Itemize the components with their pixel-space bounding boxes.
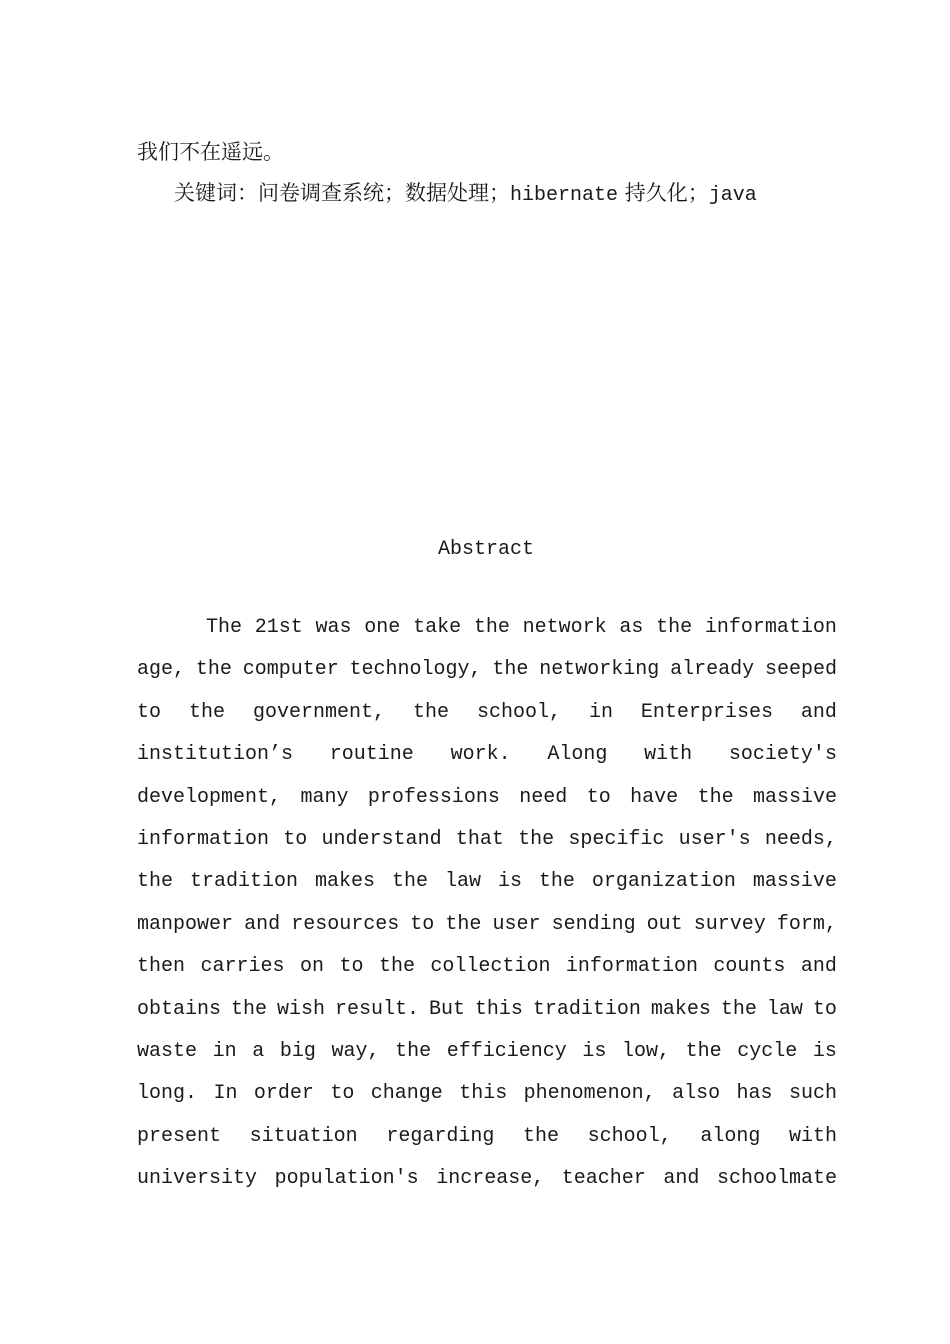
abstract-word: seeped — [764, 658, 837, 682]
abstract-word: was — [315, 616, 352, 639]
keywords-label: 关键词：问卷调查系统；数据处理； — [174, 181, 510, 205]
abstract-word: But — [428, 997, 465, 1021]
abstract-body — [137, 614, 837, 1207]
abstract-word: in — [212, 1039, 237, 1063]
abstract-word: computer — [242, 658, 339, 682]
abstract-word: professions — [367, 785, 500, 809]
abstract-word: such — [788, 1082, 837, 1106]
abstract-word: the — [445, 912, 482, 936]
abstract-word: In — [213, 1082, 238, 1106]
abstract-word: collection — [430, 955, 551, 979]
abstract-word: the — [656, 616, 693, 639]
abstract-word: on — [299, 955, 324, 979]
abstract-line — [137, 614, 837, 656]
abstract-word: law — [444, 870, 481, 894]
abstract-word: regarding — [386, 1124, 495, 1148]
abstract-word: already — [670, 658, 755, 682]
abstract-word: and — [244, 912, 281, 936]
abstract-word: law — [766, 997, 803, 1021]
abstract-word: massive — [752, 785, 837, 809]
abstract-line — [137, 1080, 837, 1122]
abstract-word: the — [195, 658, 232, 682]
abstract-word: to — [137, 700, 162, 724]
abstract-word: is — [812, 1039, 837, 1063]
abstract-word: development, — [137, 785, 282, 809]
abstract-word: low, — [622, 1039, 671, 1063]
abstract-word: change — [370, 1082, 443, 1106]
abstract-word: carries — [200, 955, 285, 979]
abstract-line — [137, 741, 837, 783]
abstract-word: present — [137, 1124, 222, 1148]
abstract-word: the — [230, 997, 267, 1021]
abstract-word: information — [137, 827, 270, 851]
abstract-word: makes — [314, 870, 375, 894]
abstract-word: out — [646, 912, 683, 936]
abstract-word: one — [364, 616, 401, 639]
abstract-word: increase, — [436, 1167, 545, 1191]
abstract-word: population's — [274, 1167, 419, 1191]
abstract-word: massive — [752, 870, 837, 894]
abstract-word: also — [672, 1082, 721, 1106]
abstract-word: user's — [678, 827, 751, 851]
abstract-word: counts — [713, 955, 786, 979]
abstract-word: as — [619, 616, 644, 639]
keyword-persistence: 持久化； — [618, 181, 709, 205]
abstract-word: teacher — [561, 1167, 646, 1191]
abstract-word: situation — [249, 1124, 358, 1148]
abstract-word: age, — [137, 658, 186, 682]
abstract-word: this — [474, 997, 523, 1021]
abstract-line — [137, 1165, 837, 1207]
abstract-word: needs, — [764, 827, 837, 851]
abstract-line — [137, 784, 837, 826]
abstract-word: networking — [539, 658, 660, 682]
abstract-word: the — [685, 1039, 722, 1063]
abstract-line — [137, 911, 837, 953]
abstract-word: form, — [776, 912, 837, 936]
abstract-word: to — [410, 912, 435, 936]
abstract-word: phenomenon, — [523, 1082, 656, 1106]
abstract-word: the — [538, 870, 575, 894]
abstract-line — [137, 699, 837, 741]
abstract-word: take — [413, 616, 462, 639]
abstract-word: school, — [587, 1124, 672, 1148]
abstract-word: information — [565, 955, 698, 979]
abstract-word: tradition — [189, 870, 299, 894]
abstract-word: the — [697, 785, 734, 809]
abstract-word: efficiency — [446, 1039, 567, 1063]
abstract-word: to — [330, 1082, 355, 1106]
abstract-word: the — [523, 1124, 560, 1148]
abstract-word: with — [644, 743, 693, 767]
abstract-word: Enterprises — [640, 700, 773, 724]
abstract-word: with — [788, 1124, 837, 1148]
abstract-word: many — [300, 785, 349, 809]
abstract-word: result. — [334, 997, 419, 1021]
abstract-word: in — [588, 700, 613, 724]
abstract-word: the — [395, 1039, 432, 1063]
keyword-hibernate: hibernate — [510, 184, 619, 207]
abstract-line — [137, 1123, 837, 1165]
abstract-word: Along — [547, 743, 608, 767]
abstract-word: the — [492, 658, 529, 682]
abstract-word: and — [800, 700, 837, 724]
abstract-line — [137, 656, 837, 698]
abstract-line — [137, 868, 837, 910]
abstract-word: resources — [291, 912, 400, 936]
abstract-word: sending — [551, 912, 636, 936]
abstract-word: then — [137, 955, 186, 979]
abstract-word: waste — [137, 1039, 198, 1063]
abstract-word: school, — [476, 700, 561, 724]
abstract-word: network — [522, 616, 607, 639]
abstract-word: the — [188, 700, 225, 724]
abstract-word: a — [252, 1039, 265, 1063]
abstract-word: user — [492, 912, 541, 936]
abstract-word: the — [137, 870, 174, 894]
abstract-word: is — [497, 870, 522, 894]
abstract-word: makes — [650, 997, 711, 1021]
abstract-word: to — [812, 997, 837, 1021]
abstract-word: obtains — [137, 997, 222, 1021]
abstract-line — [137, 826, 837, 868]
abstract-word: and — [800, 955, 837, 979]
abstract-word: organization — [591, 870, 736, 894]
abstract-word: long. — [137, 1082, 198, 1106]
abstract-word: institution’s — [137, 743, 294, 767]
abstract-word: The — [206, 616, 243, 639]
abstract-word: the — [378, 955, 415, 979]
abstract-word: the — [412, 700, 449, 724]
abstract-line — [137, 1038, 837, 1080]
abstract-line — [137, 996, 837, 1038]
abstract-word: have — [630, 785, 679, 809]
abstract-word: manpower — [137, 912, 234, 936]
keywords-line — [174, 179, 757, 210]
abstract-word: government, — [252, 700, 385, 724]
abstract-word: way, — [331, 1039, 380, 1063]
abstract-word: to — [586, 785, 611, 809]
abstract-word: university — [137, 1167, 258, 1191]
keyword-java: java — [708, 184, 757, 207]
chinese-abstract-tail: 我们不在遥远。 — [137, 140, 284, 164]
abstract-word: society's — [728, 743, 837, 767]
abstract-word: the — [518, 827, 555, 851]
abstract-word: has — [736, 1082, 773, 1106]
abstract-word: to — [339, 955, 364, 979]
abstract-word: the — [720, 997, 757, 1021]
abstract-word: order — [253, 1082, 314, 1106]
abstract-word: is — [582, 1039, 607, 1063]
abstract-word: survey — [693, 912, 766, 936]
abstract-word: routine — [329, 743, 414, 767]
abstract-word: to — [283, 827, 308, 851]
abstract-word: cycle — [737, 1039, 798, 1063]
abstract-word: specific — [568, 827, 665, 851]
abstract-word: technology, — [349, 658, 482, 682]
abstract-word: information — [704, 616, 837, 639]
abstract-word: the — [473, 616, 510, 639]
abstract-word: this — [459, 1082, 508, 1106]
abstract-line — [137, 953, 837, 995]
abstract-word: along — [700, 1124, 761, 1148]
abstract-word: that — [455, 827, 504, 851]
abstract-word: tradition — [532, 997, 641, 1021]
abstract-word: understand — [321, 827, 442, 851]
abstract-word: wish — [276, 997, 325, 1021]
abstract-word: work. — [450, 743, 511, 767]
abstract-word: 21st — [254, 616, 303, 639]
abstract-word: big — [279, 1039, 316, 1063]
abstract-word: and — [663, 1167, 700, 1191]
abstract-word: need — [519, 785, 568, 809]
abstract-heading: Abstract — [437, 538, 534, 561]
abstract-word: the — [391, 870, 428, 894]
abstract-word: schoolmate — [716, 1167, 837, 1191]
